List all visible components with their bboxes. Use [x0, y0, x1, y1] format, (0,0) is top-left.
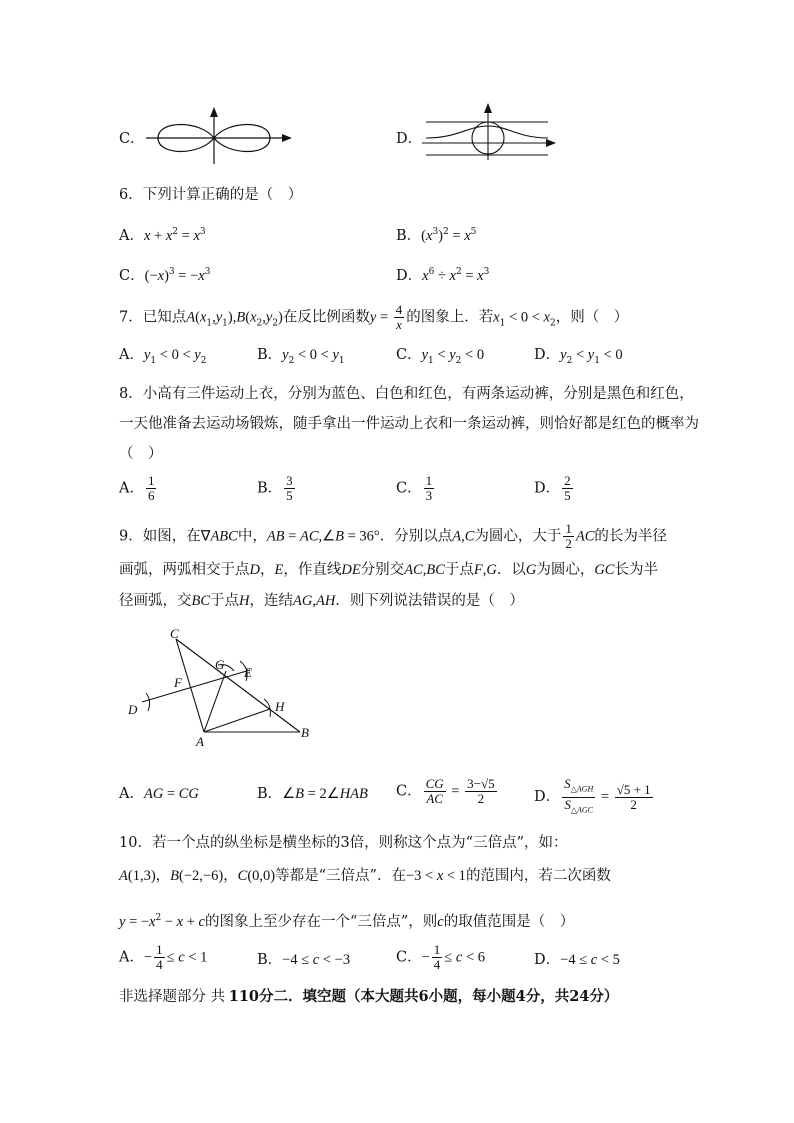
label-d: D — [128, 702, 138, 717]
q9-line2: 画弧，两弧相交于点D，E，作直线DE分别交AC,BC于点F,G．以G为圆心，GC长为半 — [119, 562, 658, 578]
q10-option-d: D．−4 ≤ c < 5 — [534, 952, 620, 968]
q10-option-c: C．− $\frac{1}{4}$ ≤ c < 6 — [396, 942, 486, 972]
q9-option-c: C． $\frac{CG}{AC}$ = $\frac{3-√5}{2}$ — [396, 776, 495, 806]
q8-line1: 8．小高有三件运动上衣，分别为蓝色、白色和红色，有两条运动裤，分别是黑色和红色， — [119, 386, 694, 402]
q6-option-c: C．$(-x)^3 = -x^3$ — [119, 267, 211, 284]
q5-graph-d — [418, 100, 560, 166]
q8-option-d: D． $\frac{2}{5}$ — [534, 473, 571, 503]
q8-option-c: C． $\frac{1}{3}$ — [396, 473, 433, 503]
q9-line1: 9．如图，在∇ABC中，AB = AC,∠B = 36°．分别以点A,C为圆心，大于 $\frac{1}{2}$ AC的长为半径 — [119, 521, 667, 551]
q9-option-a: A．AG = CG — [119, 786, 199, 802]
q9-line3: 径画弧，交BC于点H，连结AG,AH．则下列说法错误的是（ ） — [119, 593, 524, 609]
section-heading: 非选择题部分 共 110分二．填空题（本大题共6小题，每小题4分，共24分） — [119, 988, 619, 1005]
q8-option-a: A． $\frac{1}{6}$ — [119, 473, 155, 503]
q7-stem: 7．已知点$A(x_1,y_1),B(x_2,y_2)$在反比例函数y = $\frac{4}{x}$ 的图象上．若$x_1 < 0 < x_2$，则（ ） — [119, 302, 629, 332]
label-e: E — [244, 665, 252, 680]
q10-option-a: A．− $\frac{1}{4}$ ≤ c < 1 — [119, 942, 208, 972]
label-b: B — [301, 725, 309, 740]
q5-option-c-label: C． — [119, 131, 145, 147]
label-g: G — [215, 657, 225, 672]
line-de — [142, 670, 250, 702]
q6-option-d: D．$x^6 \div x^2 = x^3$ — [396, 267, 490, 284]
q6-stem: 6．下列计算正确的是（ ） — [119, 187, 303, 203]
q5-option-d-label: D． — [396, 131, 423, 147]
q6-option-b: B．$(x^3)^2 = x^5$ — [396, 227, 477, 244]
q9-option-b: B．∠B = 2∠HAB — [257, 786, 368, 802]
q7-option-c: C．$y_1 < y_2 < 0$ — [396, 347, 485, 366]
q7-option-a: A．$y_1 < 0 < y_2$ — [119, 347, 207, 366]
q7-option-d: D．$y_2 < y_1 < 0$ — [534, 347, 623, 366]
segment-ah — [204, 709, 270, 732]
label-h: H — [275, 699, 285, 714]
q10-line2: A(1,3)，B(−2,−6)，C(0,0)等都是“三倍点”．在−3 < x < 1的范围内，若二次函数 — [119, 868, 611, 884]
q8-option-b: B． $\frac{3}{5}$ — [257, 473, 293, 503]
q9-triangle-figure — [120, 625, 320, 750]
q10-line1: 10．若一个点的纵坐标是横坐标的3倍，则称这个点为“三倍点”，如： — [119, 835, 568, 851]
q10-line3: $y = -x^2 - x + c$的图象上至少存在一个“三倍点”，则c的取值范围是（ ） — [119, 913, 575, 930]
q10-option-b: B．−4 ≤ c < −3 — [257, 952, 351, 968]
q7-option-b: B．$y_2 < 0 < y_1$ — [257, 347, 345, 366]
label-c: C — [170, 626, 179, 641]
q5-graph-c — [140, 104, 300, 166]
label-a: A — [196, 734, 204, 749]
q8-line3: （ ） — [119, 446, 163, 462]
arc-mark-d — [146, 693, 150, 711]
q6-option-a: A．$x + x^2 = x^3$ — [119, 227, 206, 244]
segment-bc — [176, 639, 300, 732]
q9-option-d: D． $\frac{S_{\triangle AGH}}{S_{\triangle AGC}}$ = $\frac{√5 + 1}{2}$ — [534, 776, 651, 815]
q8-line2: 一天他准备去运动场锻炼，随手拿出一件运动上衣和一条运动裤，则恰好都是红色的概率为 — [119, 416, 699, 432]
label-f: F — [174, 675, 182, 690]
